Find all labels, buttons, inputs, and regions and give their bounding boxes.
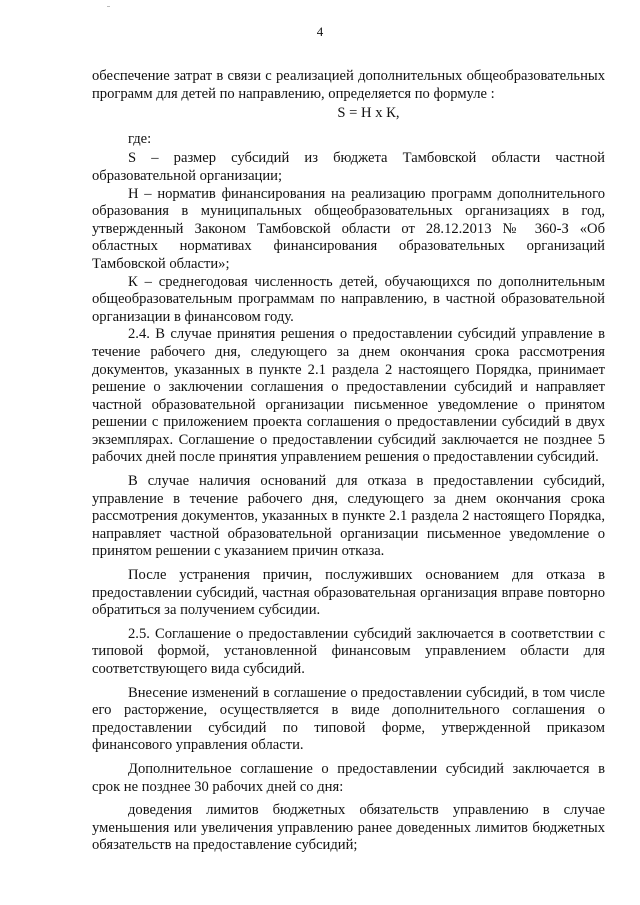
document-body bbox=[92, 68, 605, 855]
formula-where-label: где: bbox=[128, 130, 152, 147]
clause-2-5: 2.5. Соглашение о предоставлении субсидий заключается в соответствии с типовой формой, установленной финансовым управлением области для соответствующего вида субсидий. bbox=[92, 625, 605, 677]
clause-2-4: 2.4. В случае принятия решения о предоставлении субсидий управление в течение рабочего дня, следующего за днем окончания срока рассмотрения документов, указанных в пункте 2.1 раздела 2 настоящего Порядка, принимает решение о заключении соглашения о предоставлении субсидий и направляет частной образовательной организации письменное уведомление о принятом решении с приложением проекта соглашения о предоставлении субсидий в двух экземплярах. Соглашение о предоставлении субсидий заключается не позднее 5 рабочих дней после принятия управлением решения о предоставлении субсидий. bbox=[92, 326, 605, 466]
scan-speck bbox=[107, 6, 110, 7]
definition-s: S – размер субсидий из бюджета Тамбовской области частной образовательной организации; bbox=[92, 150, 605, 184]
paragraph-intro: обеспечение затрат в связи с реализацией дополнительных общеобразовательных программ для детей по направлению, определяется по формуле : bbox=[92, 68, 605, 102]
paragraph-reapply: После устранения причин, послуживших основанием для отказа в предоставлении субсидий, частная образовательная организация вправе повторно обратиться за получением субсидии. bbox=[92, 567, 605, 619]
paragraph-amendments: Внесение изменений в соглашение о предоставлении субсидий, в том числе его расторжение, осуществляется в виде дополнительного соглашения о предоставлении субсидий по типовой форме, утвержденной приказом финансового управления области. bbox=[92, 684, 605, 754]
definition-k: К – среднегодовая численность детей, обучающихся по дополнительным общеобразовательным программам по направлению, в частной образовательной организации в финансовом году. bbox=[92, 273, 605, 325]
paragraph-additional-agreement: Дополнительное соглашение о предоставлении субсидий заключается в срок не позднее 30 рабочих дней со дня: bbox=[92, 760, 605, 795]
definition-n: Н – норматив финансирования на реализацию программ дополнительного образования в муниципальных общеобразовательных организациях в год, утвержденный Законом Тамбовской области от 28.12.2013 № 360-З «Об областных нормативах финансирования образовательных организаций Тамбовской области»; bbox=[92, 185, 605, 272]
paragraph-limits: доведения лимитов бюджетных обязательств управлению в случае уменьшения или увеличения управлению ранее доведенных лимитов бюджетных обязательств на предоставление субсидий; bbox=[92, 802, 605, 854]
page-number: 4 bbox=[316, 24, 324, 39]
paragraph-refusal: В случае наличия оснований для отказа в предоставлении субсидий, управление в течение рабочего дня, следующего за днем окончания срока рассмотрения документов, указанных в пункте 2.1 раздела 2 настоящего Порядка, направляет частной образовательной организации письменное уведомление о принятом решении с указанием причин отказа. bbox=[92, 473, 605, 560]
formula: S = Н х К, bbox=[337, 105, 400, 122]
